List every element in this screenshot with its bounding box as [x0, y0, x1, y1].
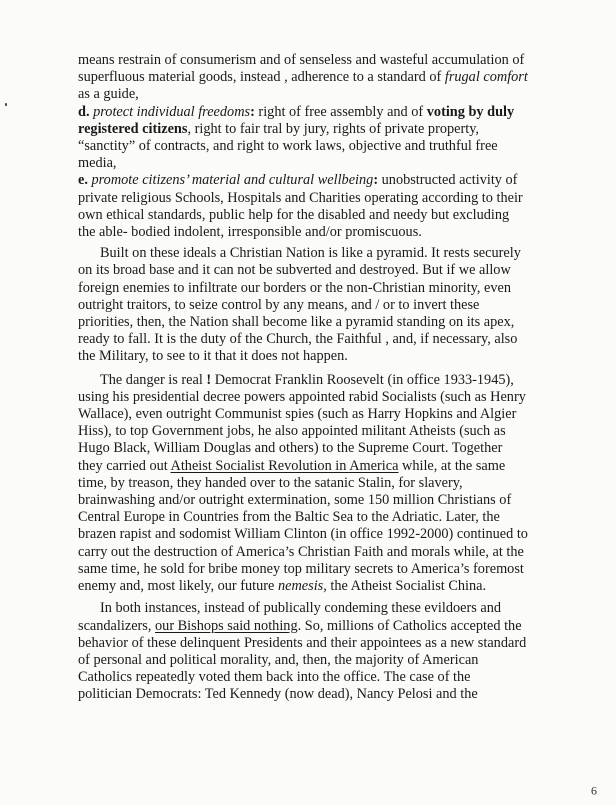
- text: the Atheist Socialist China.: [326, 578, 487, 595]
- item-colon: :: [373, 172, 379, 189]
- paragraph-e: [78, 172, 528, 241]
- paragraph-danger: [78, 372, 528, 596]
- item-letter: d.: [78, 103, 90, 120]
- document-page: [78, 52, 528, 704]
- text: unobstructed activity of private religious Schools, Hospitals and Charities operating according to their own ethical standards, public help for the disabled and needy but excluding the able- bodied indolent, irresponsible and/or promiscuous.: [78, 172, 523, 241]
- text: right of free assembly and of: [254, 103, 427, 120]
- text: as a guide,: [78, 86, 139, 103]
- item-letter: e.: [78, 172, 88, 189]
- text: while, at the same time, by treason, they handed over to the satanic Stalin, for slavery, brainwashing and/or outright extermination, some 150 million Christians of Central Europe in Countries from the Baltic Sea to the Adriatic. Later, the brazen rapist and sodomist William Clinton (in office 1992-2000) continued to carry out the destruction of America’s Christian Faith and morals while, at the same time, he sold for bribe money top military secrets to America’s foremost enemy and, most likely, our future: [78, 457, 528, 595]
- underlined-phrase: our Bishops said nothing: [155, 617, 298, 634]
- text: Democrat Franklin Roosevelt (in office 1933-1945), using his presidential decree powers appointed rabid Socialists (such as Henry Wallace), even outright Communist spies (such as Harry Hopkins and Algier Hiss), to top Government jobs, he also appointed militant Atheists (such as Hugo Black, William Douglas and others) to the Supreme Court. Together they carried out: [78, 371, 526, 474]
- text: . So, millions of Catholics accepted the behavior of these delinquent Presidents and their appointees as a new standard of personal and political morality, and, then, the majority of American Catholics repeatedly voted them back into the office. The case of the politician Democrats: Ted Kennedy (now dead), Nancy Pelosi and the: [78, 617, 527, 703]
- paragraph-pyramid: Built on these ideals a Christian Nation is like a pyramid. It rests securely on its broad base and it can not be subverted and destroyed. But if we allow foreign enemies to infiltrate our borders or the non-Christian minority, even outright traitors, to seize control by any means, and / or to invert these priorities, then, the Nation shall become like a pyramid standing on its apex, ready to fall. It is the duty of the Church, the Faithful , and, if necessary, also the Military, to see to it that it does not happen.: [78, 245, 521, 365]
- exclamation: !: [206, 371, 212, 388]
- paragraph-c-continuation: [78, 52, 528, 104]
- italic-word: nemesis,: [277, 578, 327, 595]
- text: means restrain of consumerism and of senseless and wasteful accumulation of superfluous material goods, instead , adherence to a standard of: [78, 52, 525, 86]
- scan-speck: [5, 103, 7, 106]
- italic-phrase: frugal comfort: [444, 69, 528, 86]
- text: In both instances, instead of publically condeming these evildoers and scandalizers,: [78, 600, 502, 634]
- page-number: 9: [591, 784, 597, 798]
- underlined-phrase: Atheist Socialist Revolution in America: [170, 457, 399, 474]
- text: , right to fair tral by jury, rights of private property, “sanctity” of contracts, and right to work laws, objective and truthful free media,: [78, 120, 498, 172]
- paragraph-d: [78, 104, 528, 173]
- bold-phrase: voting by duly registered citizens: [78, 103, 515, 137]
- paragraph-bishops: [78, 600, 528, 703]
- text: The danger is real: [100, 371, 207, 388]
- item-heading: protect individual freedoms: [93, 103, 251, 120]
- item-heading: promote citizens’ material and cultural wellbeing: [91, 172, 374, 189]
- item-colon: :: [250, 103, 255, 120]
